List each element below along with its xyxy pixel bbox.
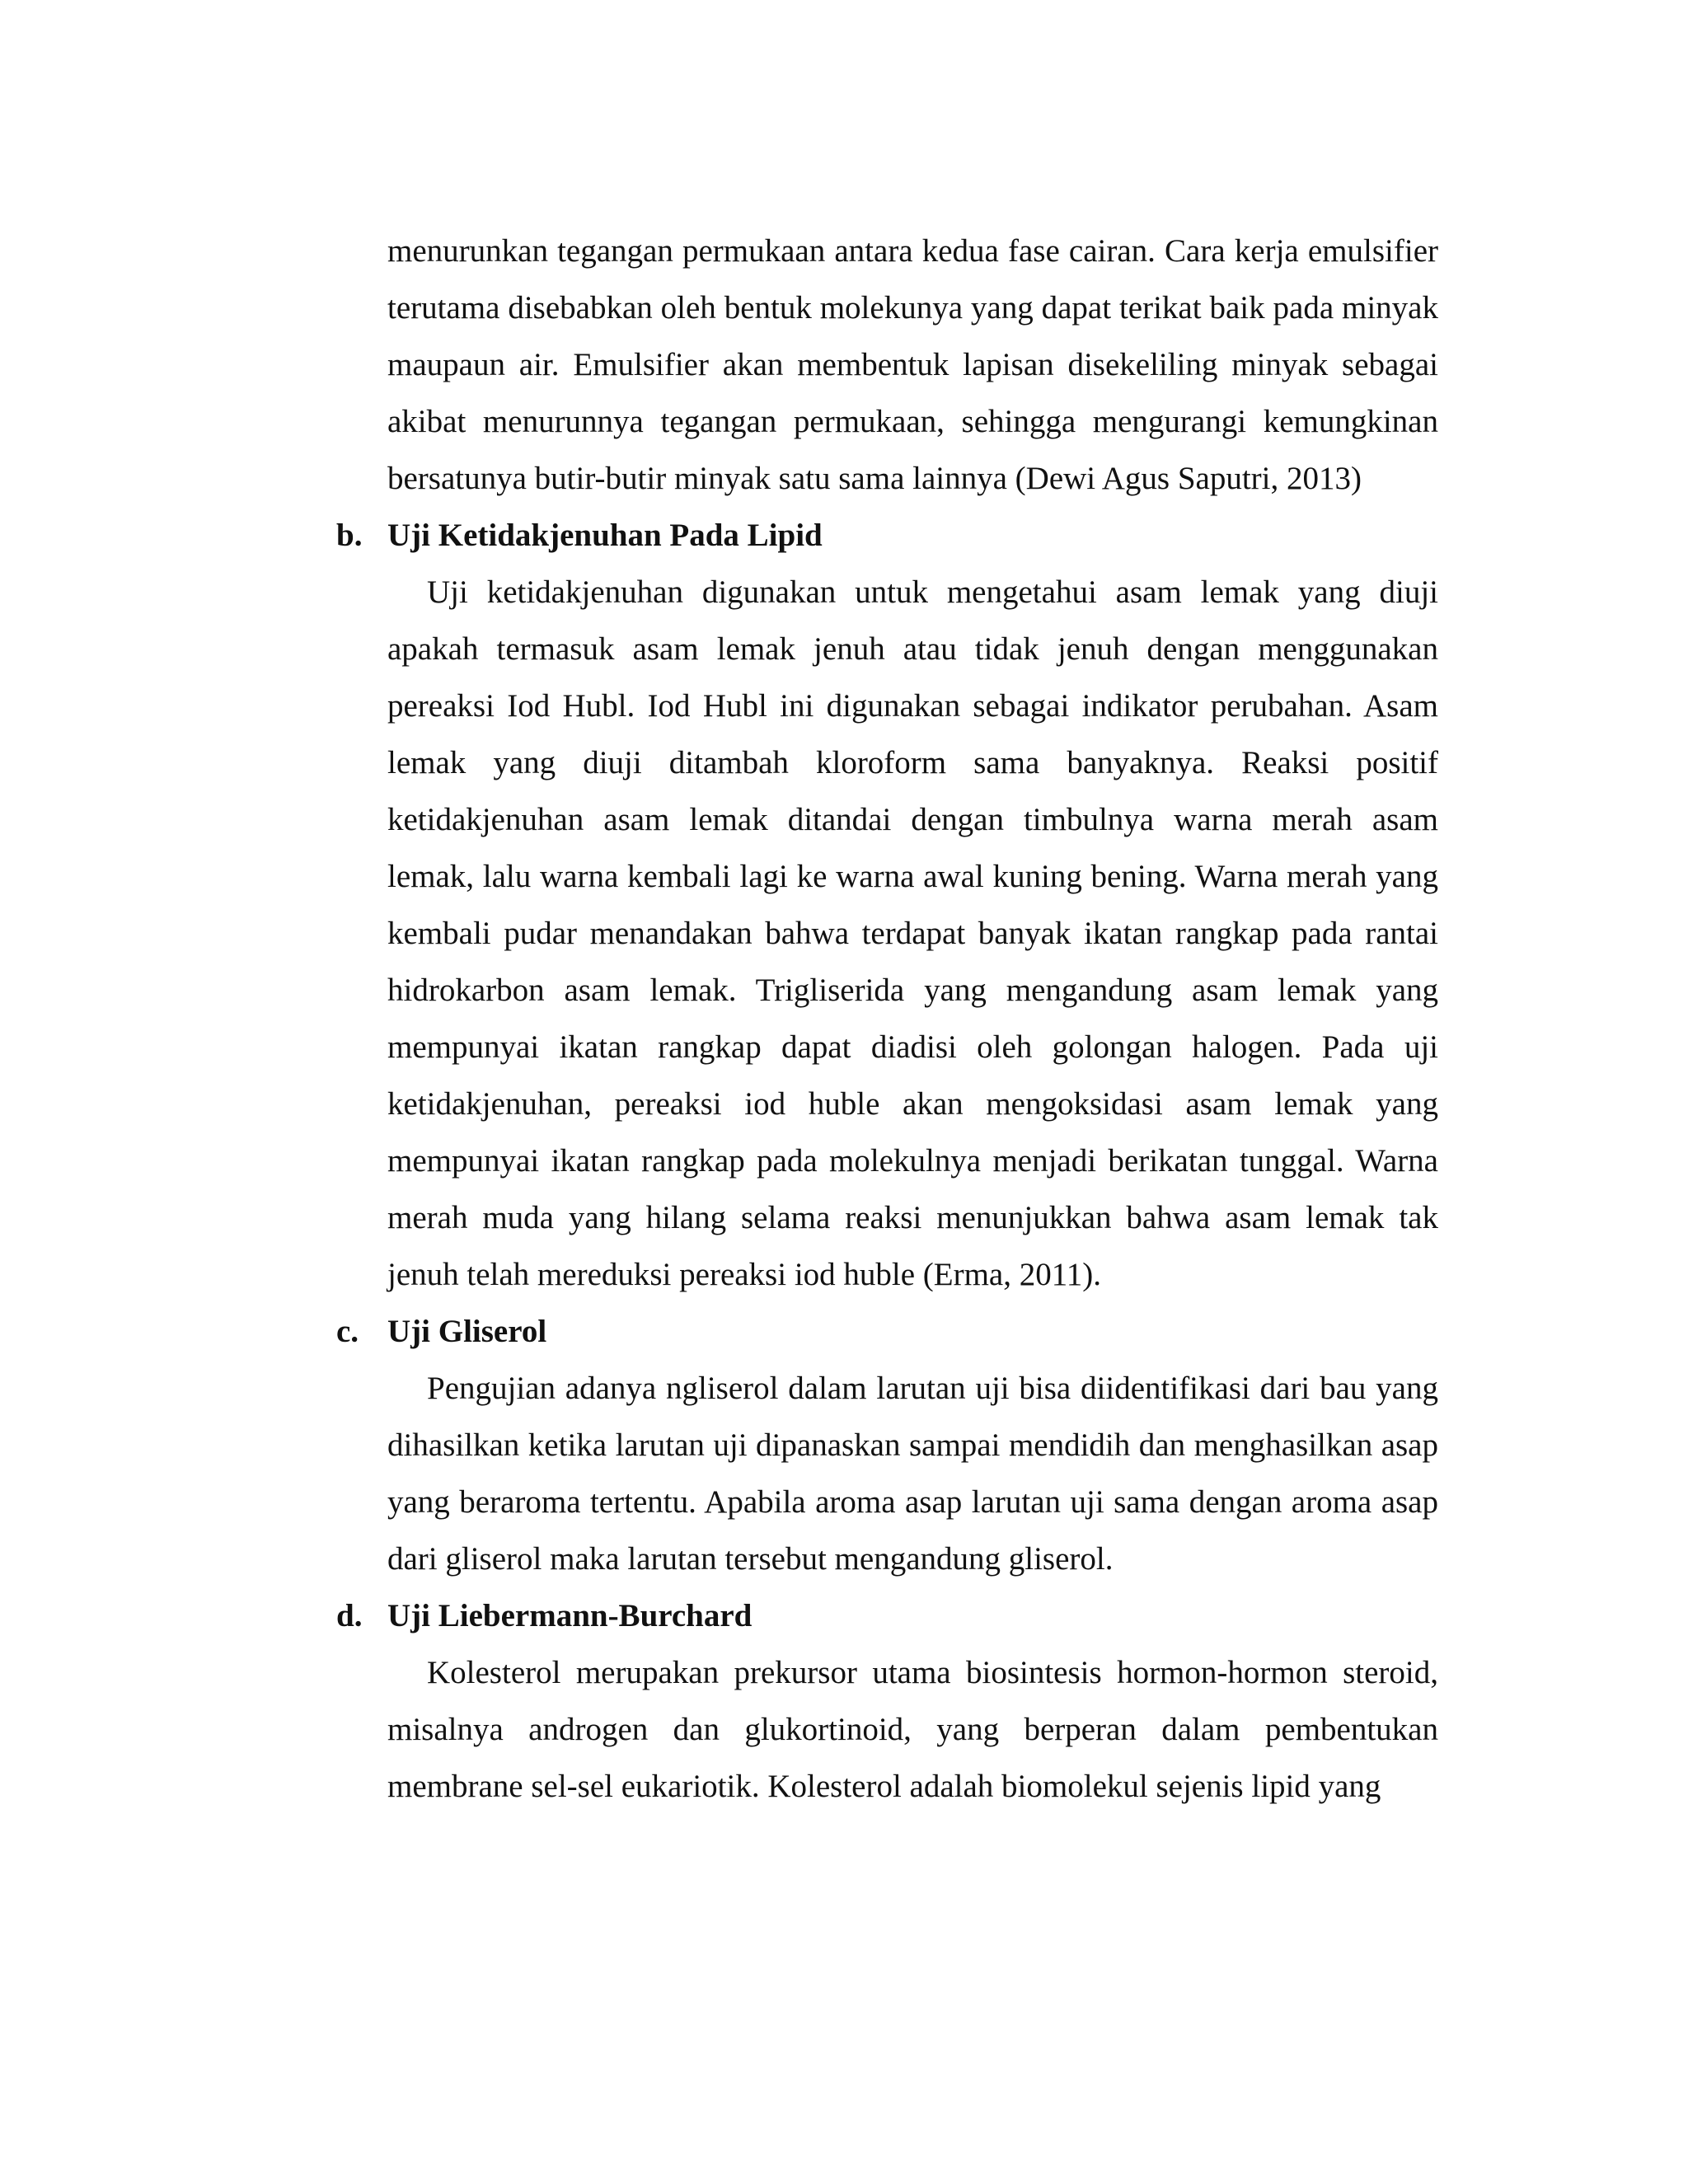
section-heading-d	[336, 1587, 1438, 1644]
section-b-paragraph: Uji ketidakjenuhan digunakan untuk mengetahui asam lemak yang diuji apakah termasuk asam lemak jenuh atau tidak jenuh dengan menggunakan pereaksi Iod Hubl. Iod Hubl ini digunakan sebagai indikator perubahan. Asam lemak yang diuji ditambah kloroform sama banyaknya. Reaksi positif ketidakjenuhan asam lemak ditandai dengan timbulnya warna merah asam lemak, lalu warna kembali lagi ke warna awal kuning bening. Warna merah yang kembali pudar menandakan bahwa terdapat banyak ikatan rangkap pada rantai hidrokarbon asam lemak. Trigliserida yang mengandung asam lemak yang mempunyai ikatan rangkap dapat diadisi oleh golongan halogen. Pada uji ketidakjenuhan, pereaksi iod huble akan mengoksidasi asam lemak yang mempunyai ikatan rangkap pada molekulnya menjadi berikatan tunggal. Warna merah muda yang hilang selama reaksi menunjukkan bahwa asam lemak tak jenuh telah mereduksi pereaksi iod huble (Erma, 2011).	[387, 574, 1438, 1292]
section-c-paragraph: Pengujian adanya ngliserol dalam larutan uji bisa diidentifikasi dari bau yang dihasilkan ketika larutan uji dipanaskan sampai mendidih dan menghasilkan asap yang beraroma tertentu. Apabila aroma asap larutan uji sama dengan aroma asap dari gliserol maka larutan tersebut mengandung gliserol.	[387, 1371, 1438, 1577]
section-title: Uji Ketidakjenuhan Pada Lipid	[387, 518, 823, 553]
section-letter: c.	[336, 1314, 359, 1349]
section-title: Uji Liebermann-Burchard	[387, 1598, 753, 1633]
intro-paragraph: menurunkan tegangan permukaan antara kedua fase cairan. Cara kerja emulsifier terutama disebabkan oleh bentuk molekunya yang dapat terikat baik pada minyak maupaun air. Emulsifier akan membentuk lapisan disekeliling minyak sebagai akibat menurunnya tegangan permukaan, sehingga mengurangi kemungkinan bersatunya butir-butir minyak satu sama lainnya (Dewi Agus Saputri, 2013)	[387, 233, 1438, 496]
section-heading-c	[336, 1303, 1438, 1360]
section-letter: d.	[336, 1598, 363, 1633]
section-letter: b.	[336, 518, 363, 553]
document-content	[336, 223, 1438, 1815]
section-heading-b	[336, 507, 1438, 564]
section-d-paragraph: Kolesterol merupakan prekursor utama biosintesis hormon-hormon steroid, misalnya androgen dan glukortinoid, yang berperan dalam pembentukan membrane sel-sel eukariotik. Kolesterol adalah biomolekul sejenis lipid yang	[387, 1655, 1438, 1804]
section-title: Uji Gliserol	[387, 1314, 547, 1349]
